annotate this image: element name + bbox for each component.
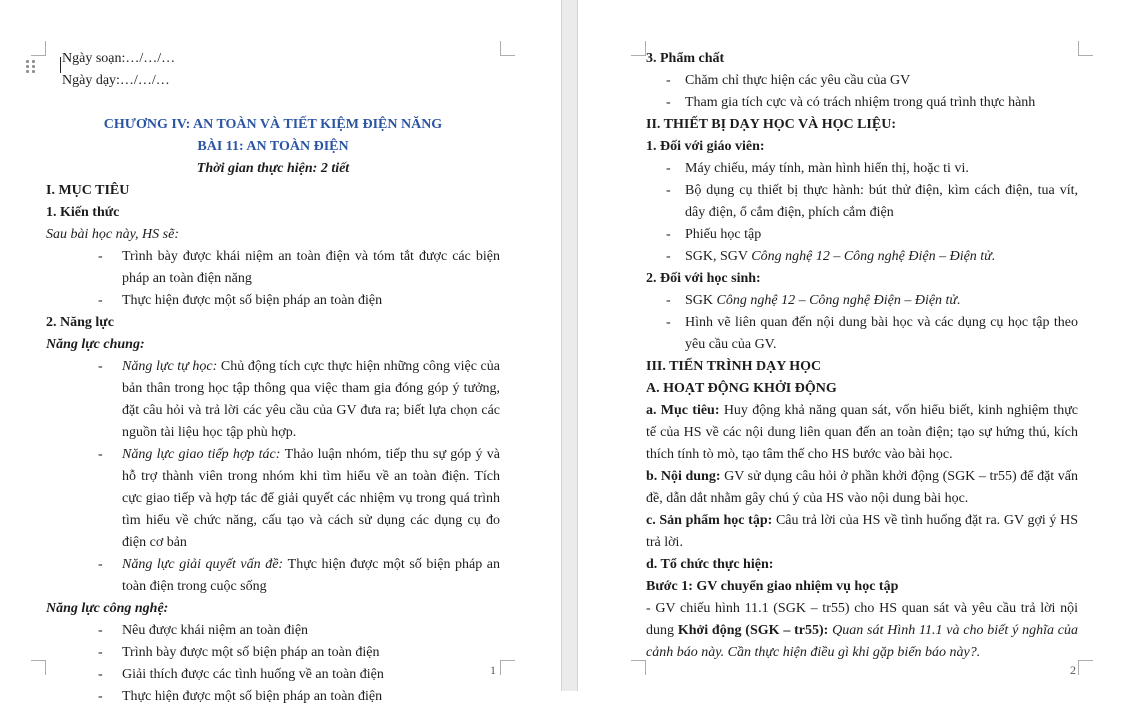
lesson-title: [46, 136, 500, 158]
bullet-marker: -: [666, 249, 671, 264]
list-item: [646, 224, 1078, 246]
text-run: Năng lực chung:: [46, 337, 145, 352]
paragraph-drag-handle-icon[interactable]: [26, 60, 35, 73]
text-run: b. Nội dung:: [646, 469, 725, 484]
bullet-marker: -: [666, 95, 671, 110]
bullet-marker: -: [98, 293, 103, 308]
section-heading: [646, 356, 1078, 378]
bullet-marker: -: [98, 667, 103, 682]
list-item: [46, 686, 500, 708]
bullet-marker: -: [666, 161, 671, 176]
text-boundary-mark: [31, 660, 46, 675]
text-run: Năng lực giải quyết vấn đề:: [122, 557, 288, 572]
text-run: Trình bày được khái niệm an toàn điện và tóm tắt được các biện pháp an toàn điện năng: [122, 249, 500, 286]
page-1-text-area[interactable]: [46, 48, 500, 708]
bullet-marker: -: [666, 227, 671, 242]
bullet-marker: -: [98, 689, 103, 704]
list-item: [646, 158, 1078, 180]
page-2: [578, 0, 1146, 699]
page-gap-divider: [561, 0, 578, 691]
text-run: Thực hiện được một số biện pháp an toàn điện: [122, 293, 383, 308]
list-item: [46, 664, 500, 686]
paragraph: [646, 400, 1078, 466]
text-run: SGK, SGV: [685, 249, 752, 264]
text-run: Thảo luận nhóm, tiếp thu sự góp ý và hỗ trợ thành viên trong nhóm khi tìm hiểu về an toàn điện. Tích cực giao tiếp và hợp tác để giải quyết các nhiệm vụ trong quá trình tìm hiểu về chức năng, cấu tạo và cách sử dụng các dụng cụ đo điện cơ bản: [122, 447, 500, 550]
text-run: Hình vẽ liên quan đến nội dung bài học và các dụng cụ học tập theo yêu cầu của GV.: [685, 315, 1078, 352]
text-run: 1. Kiến thức: [46, 205, 120, 220]
text-run: I. MỤC TIÊU: [46, 183, 130, 198]
text-run: Câu trả lời của HS về tình huống đặt ra. GV gợi ý HS trả lời.: [646, 513, 1078, 550]
text-run: d. Tổ chức thực hiện:: [646, 557, 774, 572]
sub-heading: [46, 334, 500, 356]
subsection-heading: [646, 48, 1078, 70]
list-item: [646, 312, 1078, 356]
bullet-marker: -: [666, 183, 671, 198]
text-boundary-mark: [1078, 41, 1093, 56]
text-run: Tham gia tích cực và có trách nhiệm trong quá trình thực hành: [685, 95, 1036, 110]
text-run: Phiếu học tập: [685, 227, 762, 242]
paragraph-heading: [646, 554, 1078, 576]
bullet-marker: -: [98, 249, 103, 264]
text-boundary-mark: [500, 41, 515, 56]
list-item: [646, 92, 1078, 114]
paragraph: [646, 466, 1078, 510]
text-run: Bộ dụng cụ thiết bị thực hành: bút thử điện, kìm cách điện, tua vít, dây điện, ổ cắm điện, phích cắm điện: [685, 183, 1078, 220]
text-run: Thời gian thực hiện: 2 tiết: [196, 161, 350, 176]
paragraph: [646, 598, 1078, 664]
text-run: 2. Năng lực: [46, 315, 114, 330]
text-run: Máy chiếu, máy tính, màn hình hiển thị, hoặc ti vi.: [685, 161, 969, 176]
text-run: Trình bày được một số biện pháp an toàn điện: [122, 645, 380, 660]
page-1: [0, 0, 561, 704]
bullet-marker: -: [666, 73, 671, 88]
sub-heading: [46, 598, 500, 620]
text-boundary-mark: [500, 660, 515, 675]
text-run: A. HOẠT ĐỘNG KHỞI ĐỘNG: [646, 381, 837, 396]
page-2-text-area[interactable]: [646, 48, 1078, 664]
text-boundary-mark: [31, 41, 46, 56]
text-run: Chủ động tích cực thực hiện những công việc của bản thân trong học tập thông qua việc tham gia đóng góp ý tưởng, đặt câu hỏi và trả lời các yêu cầu của GV đưa ra; biết lựa chọn các nguồn tài liệu học tập phù hợp.: [122, 359, 500, 440]
text-run: Ngày dạy:…/…/…: [62, 73, 170, 88]
text-boundary-mark: [631, 41, 646, 56]
text-boundary-mark: [1078, 660, 1093, 675]
list-item: [46, 246, 500, 290]
text-run: Ngày soạn:…/…/…: [62, 51, 176, 66]
bullet-marker: -: [98, 645, 103, 660]
text-run: CHƯƠNG IV: AN TOÀN VÀ TIẾT KIỆM ĐIỆN NĂNG: [103, 117, 443, 132]
list-item: [646, 70, 1078, 92]
text-run: II. THIẾT BỊ DẠY HỌC VÀ HỌC LIỆU:: [646, 117, 896, 132]
text-run: Năng lực giao tiếp hợp tác:: [122, 447, 285, 462]
text-run: Thực hiện được một số biện pháp an toàn điện: [122, 689, 383, 704]
bullet-marker: -: [98, 447, 103, 462]
subsection-heading: [646, 136, 1078, 158]
date-composed-line: [46, 48, 500, 70]
text-run: Năng lực tự học:: [122, 359, 221, 374]
text-run: GV sử dụng câu hỏi ở phần khởi động (SGK – tr55) để đặt vấn đề, dẫn dắt nhằm gây chú ý của HS vào nội dung bài học.: [646, 469, 1078, 506]
text-run: Giải thích được các tình huống về an toàn điện: [122, 667, 384, 682]
page-number: 1: [490, 663, 496, 677]
subsection-heading: [46, 202, 500, 224]
text-run: Thực hiện được một số biện pháp an toàn điện trong cuộc sống: [122, 557, 500, 594]
text-run: 2. Đối với học sinh:: [646, 271, 761, 286]
text-run: 3. Phẩm chất: [646, 51, 725, 66]
list-item: [646, 246, 1078, 268]
bullet-marker: -: [98, 557, 103, 572]
activity-heading: [646, 378, 1078, 400]
text-run: Quan sát Hình 11.1 và cho biết ý nghĩa của cảnh báo này. Cần thực hiện điều gì khi gặp biển báo này?.: [646, 623, 1078, 660]
subsection-heading: [646, 268, 1078, 290]
text-run: BÀI 11: AN TOÀN ĐIỆN: [197, 139, 349, 154]
list-item: [46, 356, 500, 444]
text-run: c. Sản phẩm học tập:: [646, 513, 776, 528]
section-heading: [46, 180, 500, 202]
bullet-marker: -: [666, 293, 671, 308]
text-run: Bước 1: GV chuyển giao nhiệm vụ học tập: [646, 579, 899, 594]
bullet-marker: -: [98, 623, 103, 638]
list-item: [46, 642, 500, 664]
text-run: III. TIẾN TRÌNH DẠY HỌC: [646, 359, 822, 374]
lead-in-line: [46, 224, 500, 246]
chapter-title: [46, 114, 500, 136]
text-run: Năng lực công nghệ:: [46, 601, 169, 616]
text-run: Công nghệ 12 – Công nghệ Điện – Điện tử.: [751, 249, 996, 264]
text-run: SGK: [685, 293, 717, 308]
date-taught-line: [46, 70, 500, 92]
list-item: [46, 554, 500, 598]
list-item: [646, 290, 1078, 312]
text-run: 1. Đối với giáo viên:: [646, 139, 765, 154]
bullet-marker: -: [98, 359, 103, 374]
text-run: - GV chiếu hình 11.1 (SGK – tr55) cho HS quan sát và yêu cầu trả lời nội dung: [646, 601, 1078, 638]
text-boundary-mark: [631, 660, 646, 675]
page-number: 2: [1070, 663, 1076, 677]
list-item: [46, 620, 500, 642]
bullet-marker: -: [666, 315, 671, 330]
text-run: Công nghệ 12 – Công nghệ Điện – Điện tử.: [716, 293, 961, 308]
blank-line: [46, 92, 500, 114]
section-heading: [646, 114, 1078, 136]
text-run: Chăm chỉ thực hiện các yêu cầu của GV: [685, 73, 911, 88]
text-run: a. Mục tiêu:: [646, 403, 724, 418]
text-run: Nêu được khái niệm an toàn điện: [122, 623, 309, 638]
step-heading: [646, 576, 1078, 598]
text-run: Huy động khả năng quan sát, vốn hiểu biết, kinh nghiệm thực tế của HS về các nội dung liên quan đến an toàn điện; tạo sự hứng thú, kích thích tính tò mò, tạo tâm thế cho HS bước vào bài học.: [646, 403, 1078, 462]
text-run: Sau bài học này, HS sẽ:: [46, 227, 179, 242]
list-item: [646, 180, 1078, 224]
paragraph: [646, 510, 1078, 554]
subsection-heading: [46, 312, 500, 334]
list-item: [46, 444, 500, 554]
list-item: [46, 290, 500, 312]
text-run: Khởi động (SGK – tr55):: [677, 623, 833, 638]
duration-line: [46, 158, 500, 180]
